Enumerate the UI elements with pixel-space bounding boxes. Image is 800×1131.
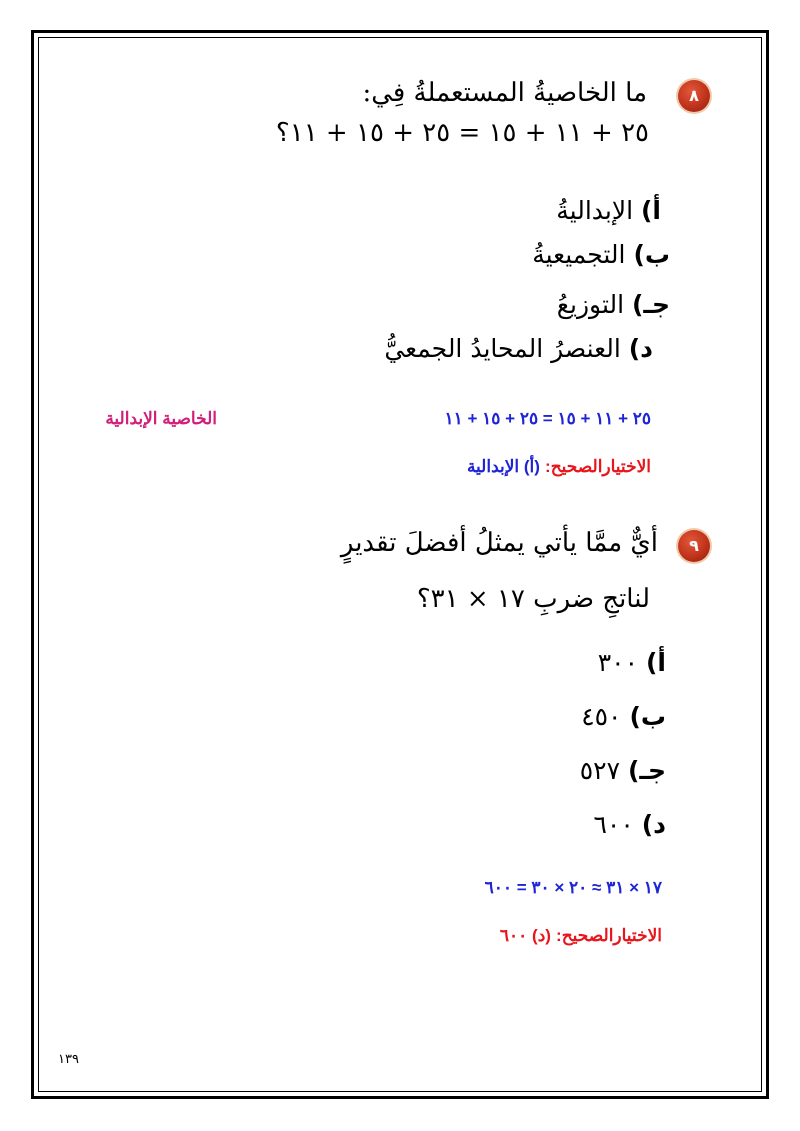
question-8-text-line2: ٢٥ + ١١ + ١٥ = ٢٥ + ١٥ + ١١؟: [275, 118, 649, 148]
option-text: العنصرُ المحايدُ الجمعيُّ: [384, 334, 621, 363]
option-letter: أ): [646, 648, 666, 677]
option-letter: د): [628, 334, 653, 363]
answer-label: الاختيارالصحيح:: [545, 457, 651, 476]
option-letter: جـ): [632, 290, 670, 319]
option-letter: أ): [641, 196, 661, 225]
option-letter: د): [641, 810, 666, 839]
option-text: ٥٢٧: [579, 756, 621, 785]
question-9-option-c: [580, 756, 666, 785]
question-8-option-d: [384, 334, 653, 363]
option-letter: ب): [633, 240, 670, 269]
option-text: الإبداليةُ: [556, 196, 634, 225]
question-9-answer: [500, 926, 662, 946]
question-8-option-a: [556, 196, 661, 225]
answer-value: (أ) الإبدالية: [466, 457, 540, 476]
option-text: التجميعيةُ: [532, 240, 626, 269]
option-text: ٤٥٠: [581, 702, 622, 731]
option-letter: ب): [629, 702, 666, 731]
question-9-text-line1: أيٌّ ممَّا يأتي يمثلُ أفضلَ تقديرٍ: [340, 528, 658, 558]
question-8-text-line1: ما الخاصيةُ المستعملةُ فِي:: [362, 78, 647, 108]
option-letter: جـ): [628, 756, 666, 785]
option-text: ٦٠٠: [593, 810, 634, 839]
question-9-number: ٩: [689, 536, 699, 555]
question-9-option-b: [581, 702, 666, 731]
page-number: ١٣٩: [58, 1052, 79, 1067]
question-8-number: ٨: [689, 86, 699, 105]
question-8-option-c: [557, 290, 670, 319]
question-8-work: ٢٥ + ١١ + ١٥ = ٢٥ + ١٥ + ١١: [444, 409, 651, 428]
option-text: ٣٠٠: [597, 648, 639, 677]
answer-label: الاختيارالصحيح:: [556, 926, 662, 945]
option-text: التوزيعُ: [556, 290, 625, 319]
question-9-option-a: [598, 648, 666, 677]
question-8-property-note: الخاصية الإبدالية: [105, 409, 217, 428]
question-9-badge: [678, 530, 710, 562]
question-9-text-line2: لناتجِ ضربِ ١٧ × ٣١؟: [416, 584, 650, 614]
question-8-answer: [467, 457, 651, 477]
question-8-badge: [678, 80, 710, 112]
question-9-option-d: [593, 810, 666, 839]
answer-value: (د) ٦٠٠: [499, 926, 551, 945]
question-9-work: ١٧ × ٣١ ≈ ٢٠ × ٣٠ = ٦٠٠: [484, 878, 662, 897]
question-8-option-b: [532, 240, 670, 269]
